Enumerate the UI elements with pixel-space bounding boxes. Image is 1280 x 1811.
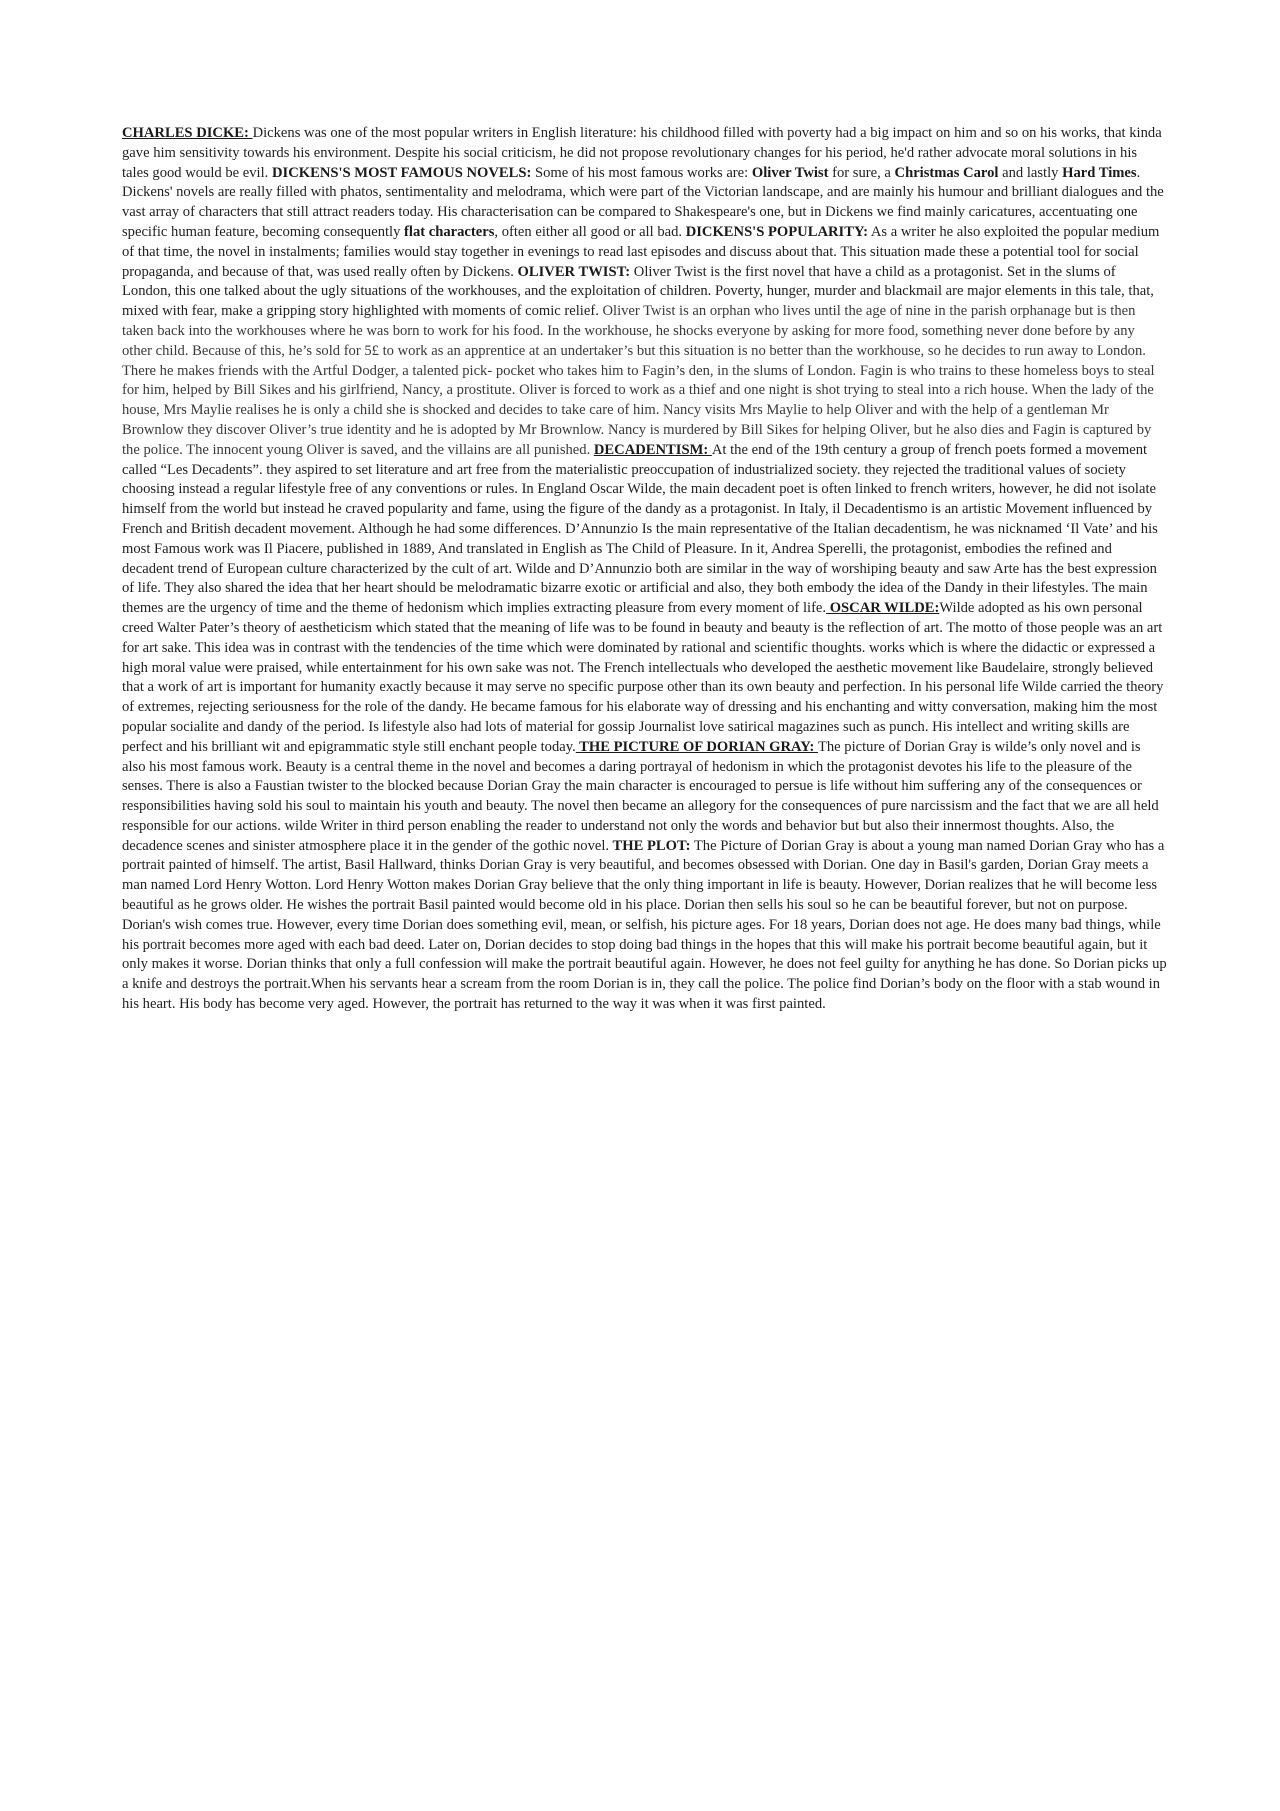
paragraph-text: , often either all good or all bad.: [494, 223, 686, 240]
heading-oscar-wilde: OSCAR WILDE:: [826, 600, 940, 617]
paragraph-text: for sure, a: [828, 164, 895, 181]
heading-famous-novels: DICKENS'S MOST FAMOUS NOVELS:: [268, 164, 532, 181]
paragraph-text: Some of his most famous works are:: [531, 164, 752, 181]
paragraph-text: As a writer he also exploited the popular medium of that time, the novel in instalments; families would stay together in evenings to read last episodes and discuss about that. This situation made these a potential tool for social propaganda, and because of that, was used really often by Dickens.: [122, 223, 1160, 280]
heading-decadentism: DECADENTISM:: [593, 441, 712, 458]
paragraph-text: and lastly: [998, 164, 1063, 181]
bold-title: Christmas Carol: [894, 164, 999, 181]
heading-dickens-popularity: DICKENS'S POPULARITY:: [685, 223, 869, 240]
heading-the-plot: THE PLOT:: [609, 837, 691, 854]
paragraph-text: At the end of the 19th century a group of french poets formed a movement called “Les Decadents”. they aspired to set literature and art free from the materialistic preoccupation of industrialized society. they rejected the traditional values of society choosing instead a regular lifestyle free of any conventions or rules. In England Oscar Wilde, the main decadent poet is often linked to french writers, however, he did not isolate himself from the world but instead he craved popularity and fame, using the figure of the dandy as a protagonist. In Italy, il Decadentismo is an artistic Movement influenced by French and British decadent movement. Although he had some differences. D’Annunzio Is the main representative of the Italian decadentism, he was nicknamed ‘Il Vate’ and his most Famous work was Il Piacere, published in 1889, And translated in English as The Child of Pleasure. In it, Andrea Sperelli, the protagonist, embodies the refined and decadent trend of European culture characterized by the cult of art. Wilde and D’Annunzio both are similar in the way of worshiping beauty and saw Arte has the best expression of life. They also shared the idea that her heart should be melodramatic bizarre exotic or artificial and also, they both embody the idea of the Dandy in their lifestyles. The main themes are the urgency of time and the theme of hedonism which implies extracting pleasure from every moment of life.: [122, 441, 1158, 617]
heading-oliver-twist: OLIVER TWIST:: [517, 263, 631, 280]
paragraph-text: Oliver Twist is an orphan who lives until the age of nine in the parish orphanage but is then taken back into the workhouses where he was born to work for his food. In the workhouse, he shocks everyone by asking for more food, something never done before by any other child. Because of this, he’s sold for 5£ to work as an apprentice at an undertaker’s but this situation is no better than the workhouse, so he decides to run away to London. There he makes friends with the Artful Dodger, a talented pick- pocket who takes him to Fagin’s den, in the slums of London. Fagin is who trains to these homeless boys to steal for him, helped by Bill Sikes and his girlfriend, Nancy, a prostitute. Oliver is forced to work as a thief and one night is shot trying to steal into a rich house. When the lady of the house, Mrs Maylie realises he is only a child she is shocked and decides to take care of him. Nancy visits Mrs Maylie to help Oliver and with the help of a gentleman Mr Brownlow they discover Oliver’s true identity and he is adopted by Mr Brownlow. Nancy is murdered by Bill Sikes for helping Oliver, but he also dies and Fagin is captured by the police. The innocent young Oliver is saved, and the villains are all punished.: [122, 303, 1155, 458]
heading-charles-dickens: CHARLES DICKE:: [122, 125, 253, 141]
paragraph-text: The Picture of Dorian Gray is about a young man named Dorian Gray who has a portrait painted of himself. The artist, Basil Hallward, thinks Dorian Gray is very beautiful, and becomes obsessed with Dorian. One day in Basil's garden, Dorian Gray meets a man named Lord Henry Wotton. Lord Henry Wotton makes Dorian Gray believe that the only thing important in life is beauty. However, Dorian realizes that he will become less beautiful as he grows older. He wishes the portrait Basil painted would become old in his place. Dorian then sells his soul so he can be beautiful forever, but not on purpose. Dorian's wish comes true. However, every time Dorian does something evil, mean, or selfish, his picture ages. For 18 years, Dorian does not age. He does many bad things, while his portrait becomes more aged with each bad deed. Later on, Dorian decides to stop doing bad things in the hopes that this will make his portrait become beautiful again, but it only makes it worse. Dorian thinks that only a full confession will make the portrait beautiful again. However, he does not feel guilty for anything he has done. So Dorian picks up a knife and destroys the portrait.When his servants hear a scream from the room Dorian is in, they call the police. The police find Dorian’s body on the floor with a stab wound in his heart. His body has become very aged. However, the portrait has returned to the way it was when it was first painted.: [122, 837, 1167, 1013]
paragraph-text: Oliver Twist is the first novel that have a child as a protagonist. Set in the slums of London, this one talked about the ugly situations of the workhouses, and the exploitation of children. Poverty, hunger, murder and blackmail are major elements in this tale, that, mixed with fear, make a gripping story highlighted with moments of comic relief.: [122, 263, 1154, 320]
bold-title: Oliver Twist: [751, 164, 829, 181]
paragraph-text: The picture of Dorian Gray is wilde’s only novel and is also his most famous work. Beauty is a central theme in the novel and becomes a daring portrayal of hedonism in which the protagonist devotes his life to the pleasure of the senses. There is also a Faustian twister to the blocked because Dorian Gray the main character is encouraged to persue is life without him suffering any of the consequences or responsibilities having sold his soul to maintain his youth and beauty. The novel then became an allegory for the consequences of pure narcissism and the fact that we are all held responsible for our actions. wilde Writer in third person enabling the reader to understand not only the words and behavior but but also their innermost thoughts. Also, the decadence scenes and sinister atmosphere place it in the gender of the gothic novel.: [122, 738, 1159, 854]
paragraph-text: Dickens was one of the most popular writers in English literature: his childhood filled with poverty had a big impact on him and so on his works, that kinda gave him sensitivity towards his environment. Despite his social criticism, he did not propose revolutionary changes for his period, he'd rather advocate moral solutions in his tales good would be evil.: [122, 125, 1162, 181]
heading-dorian-gray: THE PICTURE OF DORIAN GRAY:: [575, 738, 818, 755]
bold-title: flat characters: [404, 223, 495, 240]
paragraph-text: Wilde adopted as his own personal creed Walter Pater’s theory of aestheticism which stated that the meaning of life was to be found in beauty and beauty is the reflection of art. The motto of those people was an art for art sake. This idea was in contrast with the tendencies of the time which were dominated by rational and scientific thoughts. works which is where the didactic or expressed a high moral value were praised, while entertainment for his own sake was not. The French intellectuals who developed the aesthetic movement like Baudelaire, strongly believed that a work of art is important for humanity exactly because it may serve no specific purpose other than its own beauty and perfection. In his personal life Wilde carried the theory of extremes, rejecting seriousness for the role of the dandy. He became famous for his elaborate way of dressing and his enchanting and witty conversation, making him the most popular socialite and dandy of the period. Is lifestyle also had lots of material for gossip Journalist love satirical magazines such as punch. His intellect and writing skills are perfect and his brilliant wit and epigrammatic style still enchant people today.: [122, 600, 1164, 755]
bold-title: Hard Times: [1062, 164, 1137, 181]
paragraph-text: . Dickens' novels are really filled with phatos, sentimentality and melodrama, which were part of the Victorian landscape, and are mainly his humour and brilliant dialogues and the vast array of characters that still attract readers today. His characterisation can be compared to Shakespeare's one, but in Dickens we find mainly caricatures, accentuating one specific human feature, becoming consequently: [122, 164, 1164, 240]
document-body-text: [122, 124, 1167, 1015]
